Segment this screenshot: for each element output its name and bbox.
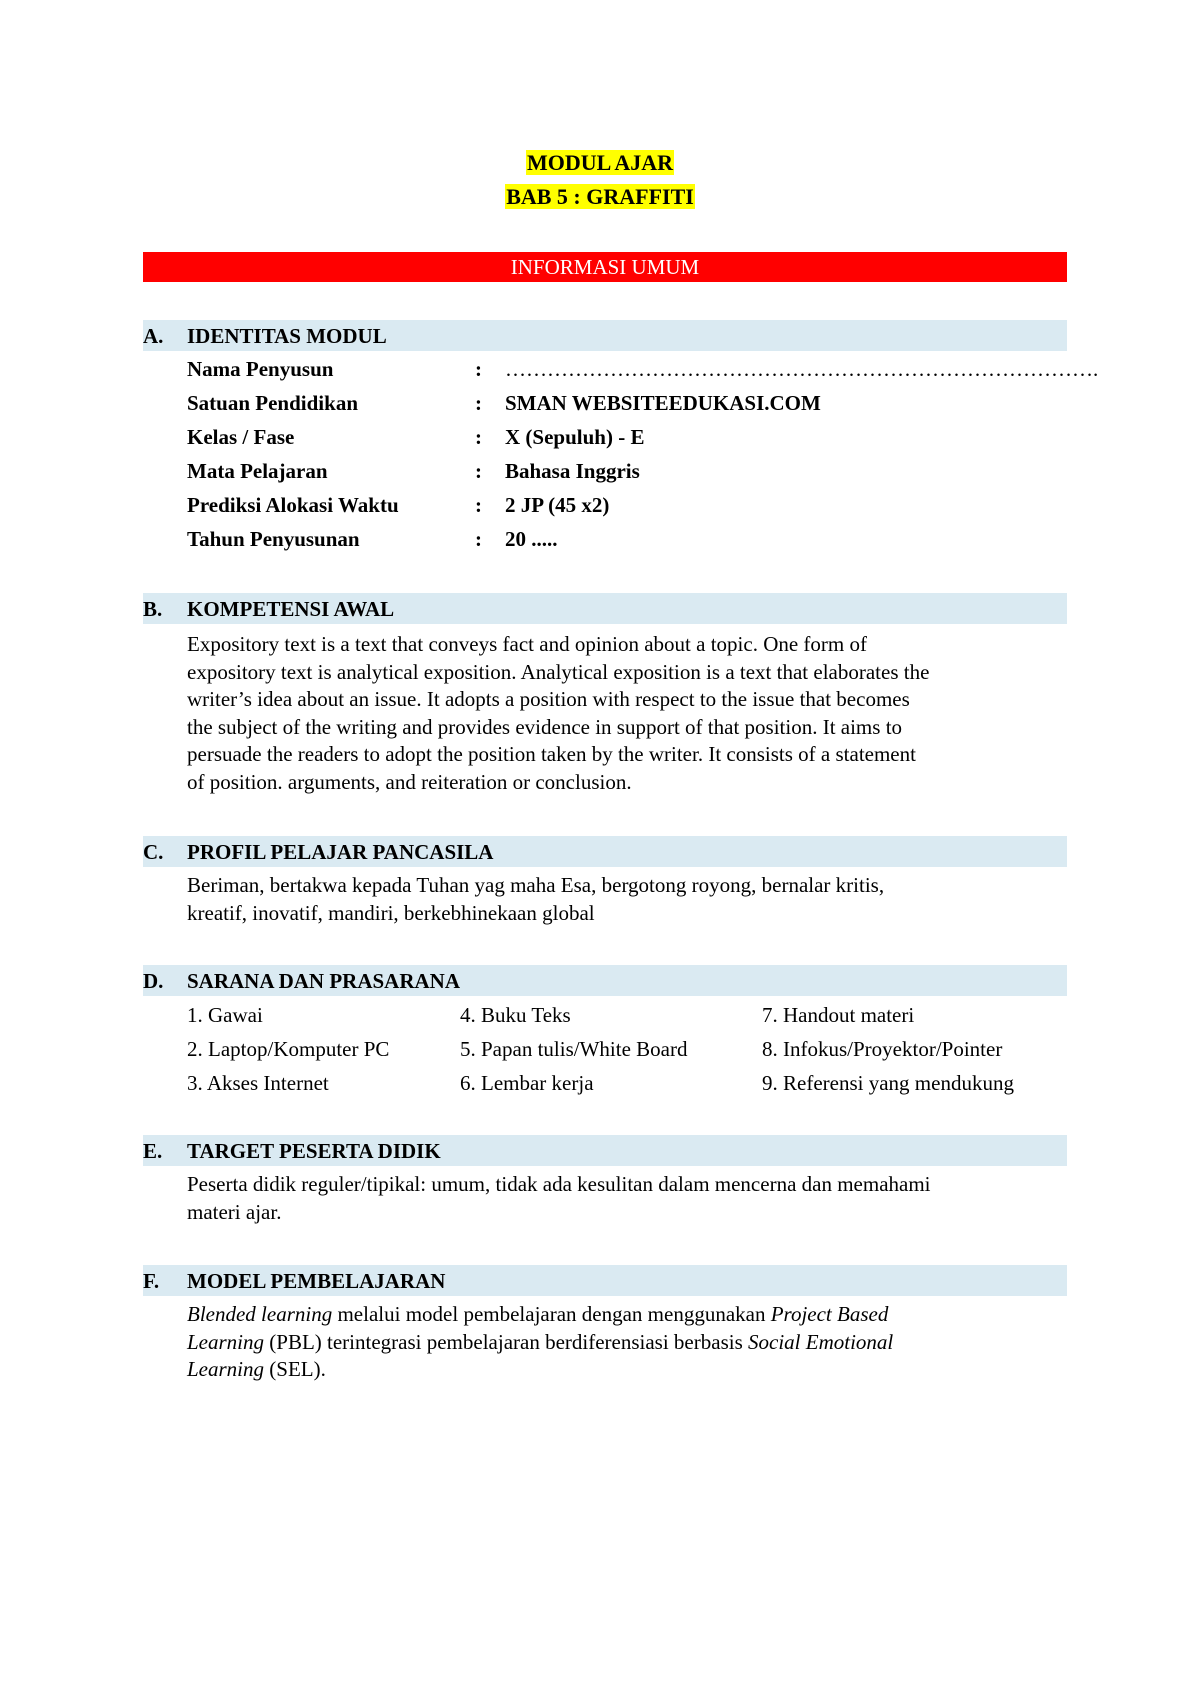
identity-value: Bahasa Inggris [505,459,640,483]
plain-text: melalui model pembelajaran dengan menggunakan [332,1302,771,1326]
identity-colon: : [475,527,482,551]
paragraph-line: of position. arguments, and reiteration or conclusion. [187,769,632,794]
section-title: MODEL PEMBELAJARAN [187,1269,446,1293]
sarana-item: 3. Akses Internet [187,1071,329,1095]
identity-label: Prediksi Alokasi Waktu [187,493,399,517]
identity-label: Nama Penyusun [187,357,334,381]
section-d-header [143,965,1067,996]
plain-text: (PBL) terintegrasi pembelajaran berdiferensiasi berbasis [264,1329,748,1354]
italic-term: Blended learning [187,1302,333,1326]
document-subtitle: BAB 5 : GRAFFITI [506,184,694,209]
sarana-item: 2. Laptop/Komputer PC [187,1037,390,1061]
section-letter: B. [143,597,163,621]
target-peserta-paragraph [187,1171,1067,1226]
identity-row [187,488,1067,522]
paragraph-line: writer’s idea about an issue. It adopts a position with respect to the issue that becomes [187,687,910,712]
identity-row [187,352,1099,386]
sarana-item: 5. Papan tulis/White Board [460,1037,688,1061]
italic-term: Project Based [770,1302,889,1326]
section-letter: F. [143,1269,160,1293]
identity-colon: : [475,493,482,517]
paragraph-line: persuade the readers to adopt the position taken by the writer. It consists of a statement [187,742,916,767]
identity-value: 2 JP (45 x2) [505,493,610,517]
sarana-item: 8. Infokus/Proyektor/Pointer [762,1037,1003,1061]
document-title: MODUL AJAR [526,150,674,175]
paragraph-line: Expository text is a text that conveys fact and opinion about a topic. One form of [187,632,867,656]
section-letter: C. [143,840,164,864]
identity-row [187,522,1067,556]
section-letter: A. [143,324,164,348]
identity-value: SMAN WEBSITEEDUKASI.COM [505,391,821,415]
identity-row [187,386,1067,420]
paragraph-line [187,1329,1067,1357]
section-title: PROFIL PELAJAR PANCASILA [187,840,494,864]
informasi-umum-banner: INFORMASI UMUM [143,252,1067,282]
section-c-header [143,836,1067,867]
sarana-item: 1. Gawai [187,1003,263,1027]
section-title: TARGET PESERTA DIDIK [187,1139,441,1163]
italic-term: Social Emotional [748,1329,894,1354]
identity-colon: : [475,425,482,449]
identity-colon: : [475,357,482,381]
section-letter: E. [143,1139,163,1163]
paragraph-line: expository text is analytical exposition. Analytical exposition is a text that elaborates the [187,659,930,684]
identity-value: X (Sepuluh) - E [505,425,645,449]
identity-label: Mata Pelajaran [187,459,328,483]
paragraph-line: kreatif, inovatif, mandiri, berkebhinekaan global [187,900,595,925]
kompetensi-awal-paragraph [187,631,1067,797]
section-title: SARANA DAN PRASARANA [187,969,461,993]
sarana-item: 4. Buku Teks [460,1003,571,1027]
italic-term: Learning [187,1357,265,1382]
section-f-header [143,1265,1067,1296]
italic-term: Learning [187,1329,265,1354]
identity-label: Satuan Pendidikan [187,391,358,415]
identity-colon: : [475,459,482,483]
section-title: IDENTITAS MODUL [187,324,387,348]
identity-value: …………………………………………………………………………. [505,357,1099,381]
section-title: KOMPETENSI AWAL [187,597,395,621]
identity-row [187,454,1067,488]
section-e-header [143,1135,1067,1166]
sarana-item: 6. Lembar kerja [460,1071,594,1095]
paragraph-line [187,1301,1067,1329]
identity-label: Tahun Penyusunan [187,527,360,551]
identity-label: Kelas / Fase [187,425,295,449]
paragraph-line [187,1356,1067,1384]
plain-text: (SEL). [264,1357,326,1382]
identity-row [187,420,1067,454]
identity-value: 20 ..... [505,527,558,551]
model-pembelajaran-paragraph [187,1301,1067,1384]
paragraph-line: materi ajar. [187,1199,282,1224]
paragraph-line: Peserta didik reguler/tipikal: umum, tidak ada kesulitan dalam mencerna dan memahami [187,1172,931,1196]
identity-colon: : [475,391,482,415]
section-a-header [143,320,1067,351]
sarana-item: 9. Referensi yang mendukung [762,1071,1014,1095]
sarana-item: 7. Handout materi [762,1003,915,1027]
profil-pelajar-paragraph [187,872,1067,927]
paragraph-line: Beriman, bertakwa kepada Tuhan yag maha Esa, bergotong royong, bernalar kritis, [187,873,885,897]
paragraph-line: the subject of the writing and provides evidence in support of that position. It aims to [187,714,903,739]
section-b-header [143,593,1067,624]
section-letter: D. [143,969,164,993]
document-title-block [0,146,1200,214]
